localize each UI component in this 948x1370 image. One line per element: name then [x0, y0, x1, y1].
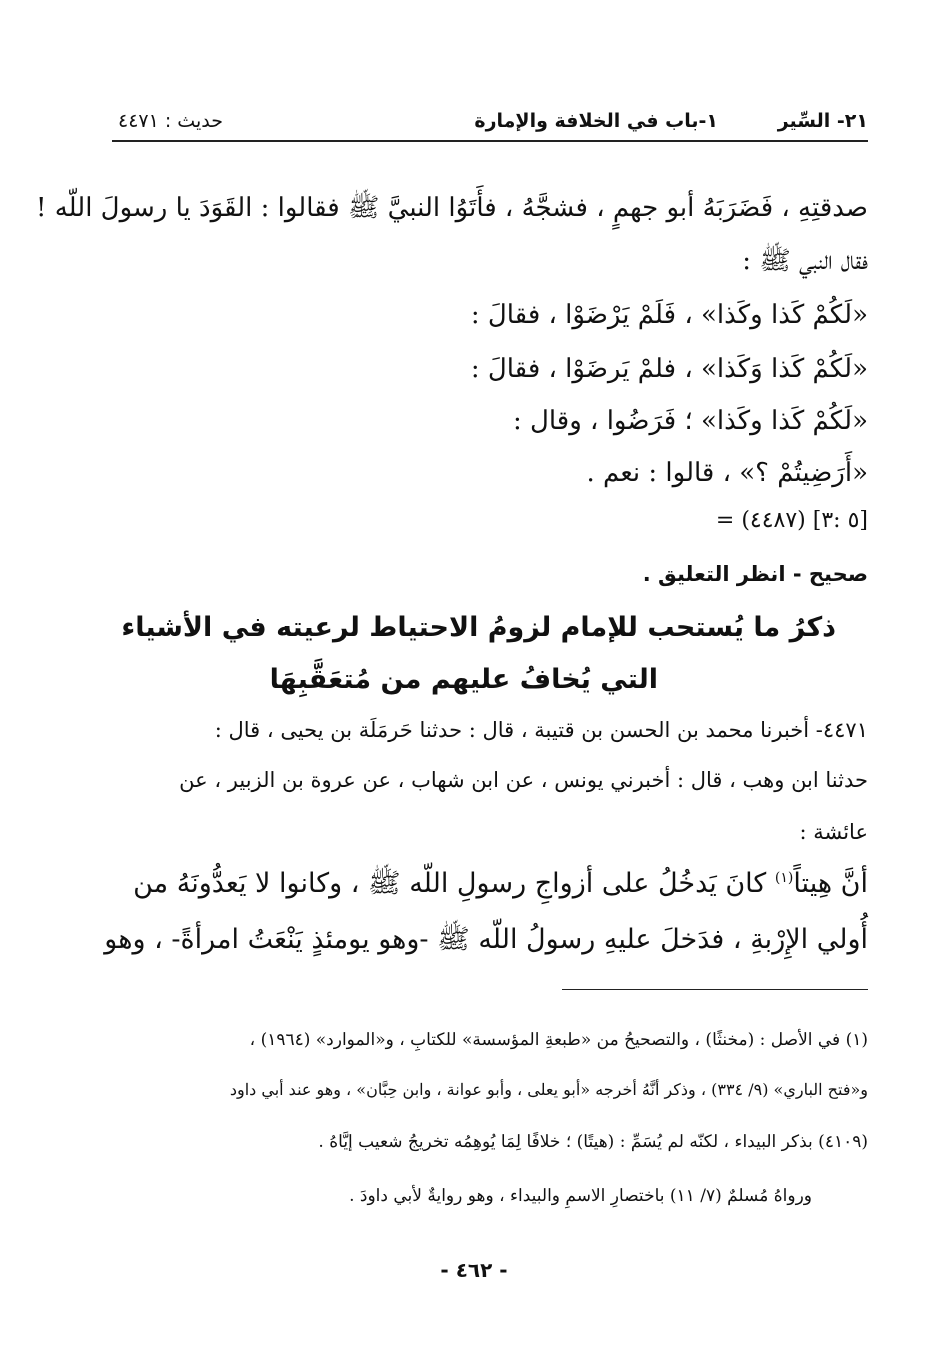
header-hadith-ref: حديث : ٤٤٧١: [118, 110, 223, 132]
matn-line: أُولي الإِرْبةِ ، فدَخلَ عليهِ رسولُ اللّه ﷺ -وهو يومئذٍ يَنْعَتُ امرأةً- ، وهو: [104, 924, 868, 955]
footnote-line: (١) في الأصل : (مخنثًا) ، والتصحيحُ من «طبعةِ المؤسسة» للكتابِ ، و«الموارد» (١٩٦٤) ،: [249, 1030, 868, 1050]
footnote-separator: [562, 989, 868, 990]
cross-reference: = (٤٤٨٧) [٥ :٣]: [715, 508, 868, 533]
grading-note: صحيح - انظر التعليق .: [642, 562, 868, 586]
matn-text: أنَّ هِيتاً: [793, 868, 868, 899]
body-line: صدقتِهِ ، فَضَرَبَهُ أبو جهمٍ ، فشجَّهُ ، فأَتَوُا النبيَّ ﷺ فقالوا : القَوَدَ يا رسولَ اللّه !: [36, 193, 868, 223]
footnote-marker: (١): [774, 870, 794, 886]
section-heading: ذكرُ ما يُستحب للإمام لزومُ الاحتياط لرعيته في الأشياء: [121, 612, 836, 643]
body-line: «أَرَضِيتُمْ ؟» ، قالوا : نعم .: [586, 458, 868, 488]
isnad-line: ٤٤٧١- أخبرنا محمد بن الحسن بن قتيبة ، قال : حدثنا حَرمَلَة بن يحيى ، قال :: [214, 718, 868, 742]
section-heading: التي يُخافُ عليهم من مُتعَقَّبِهَا: [269, 664, 658, 695]
footnote-line: ورواهُ مُسلمٌ (٧/ ١١) باختصارِ الاسمِ والبيداء ، وهو روايةٌ لأبي داودَ .: [349, 1186, 812, 1206]
footnote-line: (٤١٠٩) بذكر البيداء ، لكنّه لم يُسَمِّ : (هيتًا) ؛ خلافًا لِمَا يُوهِمُه تخريجُ شعيب إيَّاهُ .: [318, 1132, 868, 1152]
isnad-line: حدثنا ابن وهب ، قال : أخبرني يونس ، عن ابن شهاب ، عن عروة بن الزبير ، عن: [179, 768, 868, 792]
footnote-line: و«فتح الباري» (٩/ ٣٣٤) ، وذكر أنَّهُ أخرجه «أبو يعلى ، وأبو عوانة ، وابن حِبَّان» ، وهو عند أبي داود: [229, 1080, 868, 1099]
header-book-title: ٢١- السِّير: [777, 110, 868, 132]
body-line: «لَكُمْ كَذا وَكَذا» ، فلمْ يَرضَوْا ، فقالَ :: [470, 354, 868, 384]
body-line: «لَكُمْ كَذا وكَذا» ، فَلَمْ يَرْضَوْا ، فقالَ :: [470, 300, 868, 330]
body-line: «لَكُمْ كَذا وكَذا» ؛ فَرَضُوا ، وقال :: [512, 406, 868, 436]
header-rule: [112, 140, 868, 142]
page-number: - ٤٦٢ -: [440, 1258, 508, 1282]
body-line: فقال النبي ﷺ :: [742, 246, 868, 276]
matn-text: كانَ يَدخُلُ على أزواجِ رسولِ اللّه ﷺ ، وكانوا لا يَعدُّونَهُ من: [133, 868, 775, 899]
matn-line: [133, 870, 868, 897]
isnad-line: عائشة :: [799, 820, 868, 844]
header-chapter-title: ١-باب في الخلافة والإمارة: [474, 110, 718, 132]
